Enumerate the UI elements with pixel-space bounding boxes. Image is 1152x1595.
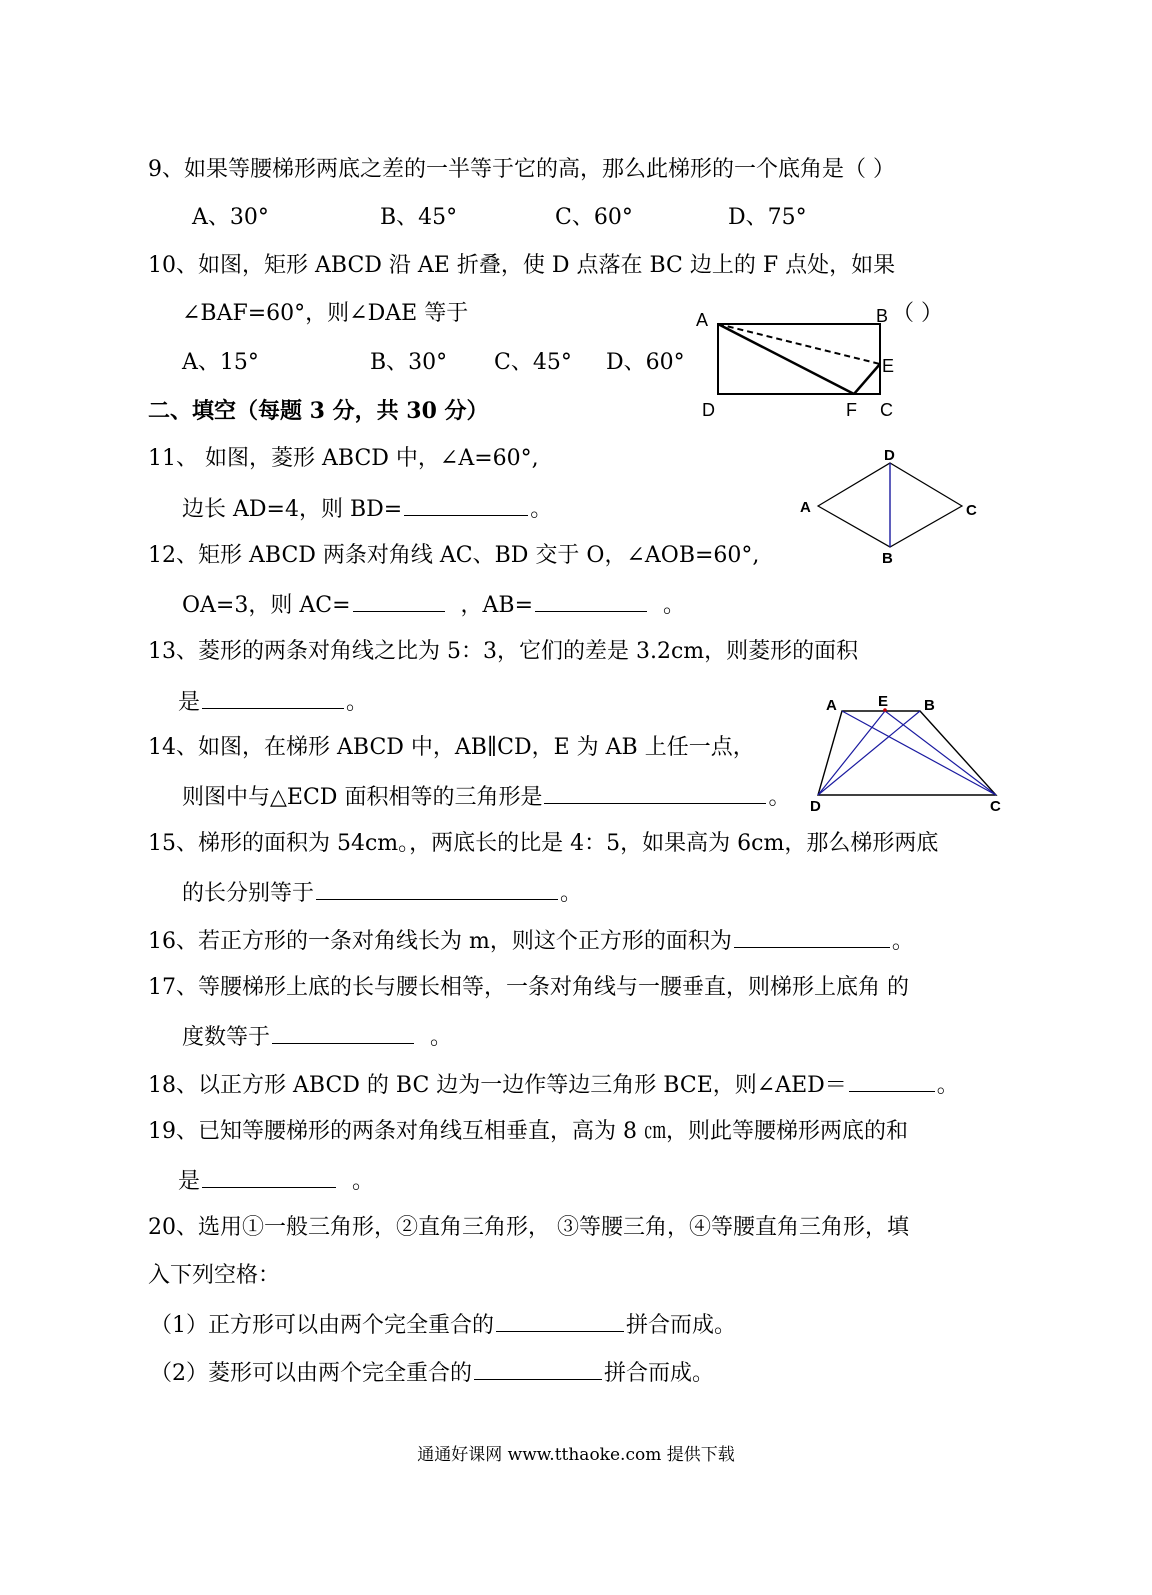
q20-line2: 入下列空格： <box>148 1263 281 1288</box>
q11-answer-blank[interactable] <box>404 493 528 516</box>
label-d: D <box>810 798 821 815</box>
q11-line2 <box>182 493 552 525</box>
q11-line2-end: 。 <box>530 497 553 522</box>
label-b: B <box>882 550 893 567</box>
q20-sub1-text: （1）正方形可以由两个完全重合的 <box>150 1313 494 1338</box>
q11-figure-rhombus <box>790 445 990 570</box>
q13-line2-end: 。 <box>346 690 369 715</box>
q19-line2 <box>178 1165 374 1197</box>
label-b: B <box>876 306 889 326</box>
q9-option-c: C、60° <box>555 205 633 230</box>
segment-ae <box>718 324 880 364</box>
q14-answer-blank[interactable] <box>544 781 766 804</box>
q15-line2-text: 的长分别等于 <box>182 881 315 906</box>
segment-af <box>718 324 854 394</box>
q17-answer-blank[interactable] <box>272 1021 414 1044</box>
trapezoid-abcd <box>818 711 996 795</box>
q20-sub2-text: （2）菱形可以由两个完全重合的 <box>150 1361 472 1386</box>
label-d: D <box>702 400 715 420</box>
q9-text: 9、如果等腰梯形两底之差的一半等于它的高，那么此梯形的一个底角是（ ） <box>148 157 895 182</box>
q13-answer-blank[interactable] <box>202 686 344 709</box>
q16-line <box>148 925 914 957</box>
segment-ed <box>818 711 885 795</box>
q10-figure-rectangle <box>690 300 920 430</box>
section-heading-fill-in: 二、填空（每题 3 分，共 30 分） <box>148 398 489 424</box>
label-d: D <box>884 447 895 464</box>
q20-sub1-end: 拼合而成。 <box>626 1313 737 1338</box>
q10-line2: ∠BAF=60°，则∠DAE 等于 <box>182 301 469 326</box>
q10-option-c: C、45° <box>494 350 572 375</box>
q17-line2-end: 。 <box>430 1025 453 1050</box>
q15-line2 <box>182 877 582 909</box>
q12-ab-blank[interactable] <box>535 589 647 612</box>
q15-answer-blank[interactable] <box>316 877 558 900</box>
q15-line2-end: 。 <box>560 881 583 906</box>
q20-sub2-blank[interactable] <box>474 1357 602 1380</box>
q13-line2 <box>178 686 368 718</box>
q14-line2-end: 。 <box>768 785 791 810</box>
q10-line1 <box>148 251 986 281</box>
q17-line2-text: 度数等于 <box>182 1025 271 1050</box>
q14-line1: 14、如图，在梯形 ABCD 中，AB∥CD，E 为 AB 上任一点， <box>148 735 755 760</box>
segment-ec <box>885 711 996 795</box>
q13-line2-text: 是 <box>178 690 201 715</box>
q15-line1: 15、梯形的面积为 54cm。，两底长的比是 4：5，如果高为 6cm，那么梯形两底 <box>148 831 939 856</box>
q20-sub1-blank[interactable] <box>496 1309 624 1332</box>
q9-option-d: D、75° <box>728 205 807 230</box>
label-a: A <box>696 310 709 330</box>
footer-source: 通通好课网 www.tthaoke.com 提供下载 <box>417 1445 735 1465</box>
q17-line1: 17、等腰梯形上底的长与腰长相等，一条对角线与一腰垂直，则梯形上底角 的 <box>148 975 909 1000</box>
q12-line1: 12、矩形 ABCD 两条对角线 AC、BD 交于 O，∠AOB=60°, <box>148 543 760 568</box>
q12-line2 <box>182 589 685 621</box>
q10-option-b: B、30° <box>370 350 448 375</box>
q19-answer-blank[interactable] <box>202 1165 336 1188</box>
q20-line1: 20、选用①一般三角形，②直角三角形， ③等腰三角，④等腰直角三角形，填 <box>148 1215 909 1240</box>
q16-answer-blank[interactable] <box>734 925 890 948</box>
q10-paren: （ ） <box>892 301 943 326</box>
q16-end: 。 <box>891 929 914 954</box>
q19-line2-text: 是 <box>178 1169 201 1194</box>
q18-end: 。 <box>936 1073 959 1098</box>
label-c: C <box>966 502 977 519</box>
q18-line <box>148 1069 959 1101</box>
q18-text: 18、以正方形 ABCD 的 BC 边为一边作等边三角形 BCE，则∠AED＝ <box>148 1073 847 1098</box>
label-f: F <box>846 400 857 420</box>
label-a: A <box>800 499 811 516</box>
q12-line2-ab: ，AB= <box>460 593 534 618</box>
label-c: C <box>880 400 893 420</box>
q9-option-a: A、30° <box>192 205 269 230</box>
label-e: E <box>878 693 889 710</box>
label-b: B <box>924 697 935 714</box>
q19-line2-end: 。 <box>352 1169 375 1194</box>
q10-option-a: A、15° <box>182 350 259 375</box>
q14-figure-trapezoid <box>810 690 1040 820</box>
q17-line2 <box>182 1021 452 1053</box>
q9-option-b: B、45° <box>380 205 458 230</box>
q12-line2-end: 。 <box>663 593 686 618</box>
q10-option-d: D、60° <box>606 350 685 375</box>
q12-line2-text: OA=3，则 AC= <box>182 593 351 618</box>
q14-line2-text: 则图中与△ECD 面积相等的三角形是 <box>182 785 543 810</box>
diagonal-ac <box>842 711 996 795</box>
q14-line2 <box>182 781 790 813</box>
q11-line2-text: 边长 AD=4，则 BD= <box>182 497 403 522</box>
q11-line1: 11、 如图，菱形 ABCD 中，∠A=60°, <box>148 446 539 471</box>
q20-sub2 <box>150 1357 714 1389</box>
segment-fe <box>854 364 880 394</box>
q20-sub2-end: 拼合而成。 <box>604 1361 715 1386</box>
q18-answer-blank[interactable] <box>849 1069 935 1092</box>
label-c: C <box>990 798 1001 815</box>
q10-line1-text: 10、如图，矩形 ABCD 沿 AE 折叠，使 D 点落在 BC 边上的 F 点处，如果 <box>148 253 896 278</box>
q20-sub1 <box>150 1309 736 1341</box>
q12-ac-blank[interactable] <box>353 589 445 612</box>
q13-line1: 13、菱形的两条对角线之比为 5：3，它们的差是 3.2cm，则菱形的面积 <box>148 639 859 664</box>
label-e: E <box>882 356 895 376</box>
q19-line1: 19、已知等腰梯形的两条对角线互相垂直，高为 8 ㎝，则此等腰梯形两底的和 <box>148 1119 908 1144</box>
label-a: A <box>826 697 837 714</box>
diagonal-bd <box>818 711 920 795</box>
q16-text: 16、若正方形的一条对角线长为 m，则这个正方形的面积为 <box>148 929 732 954</box>
